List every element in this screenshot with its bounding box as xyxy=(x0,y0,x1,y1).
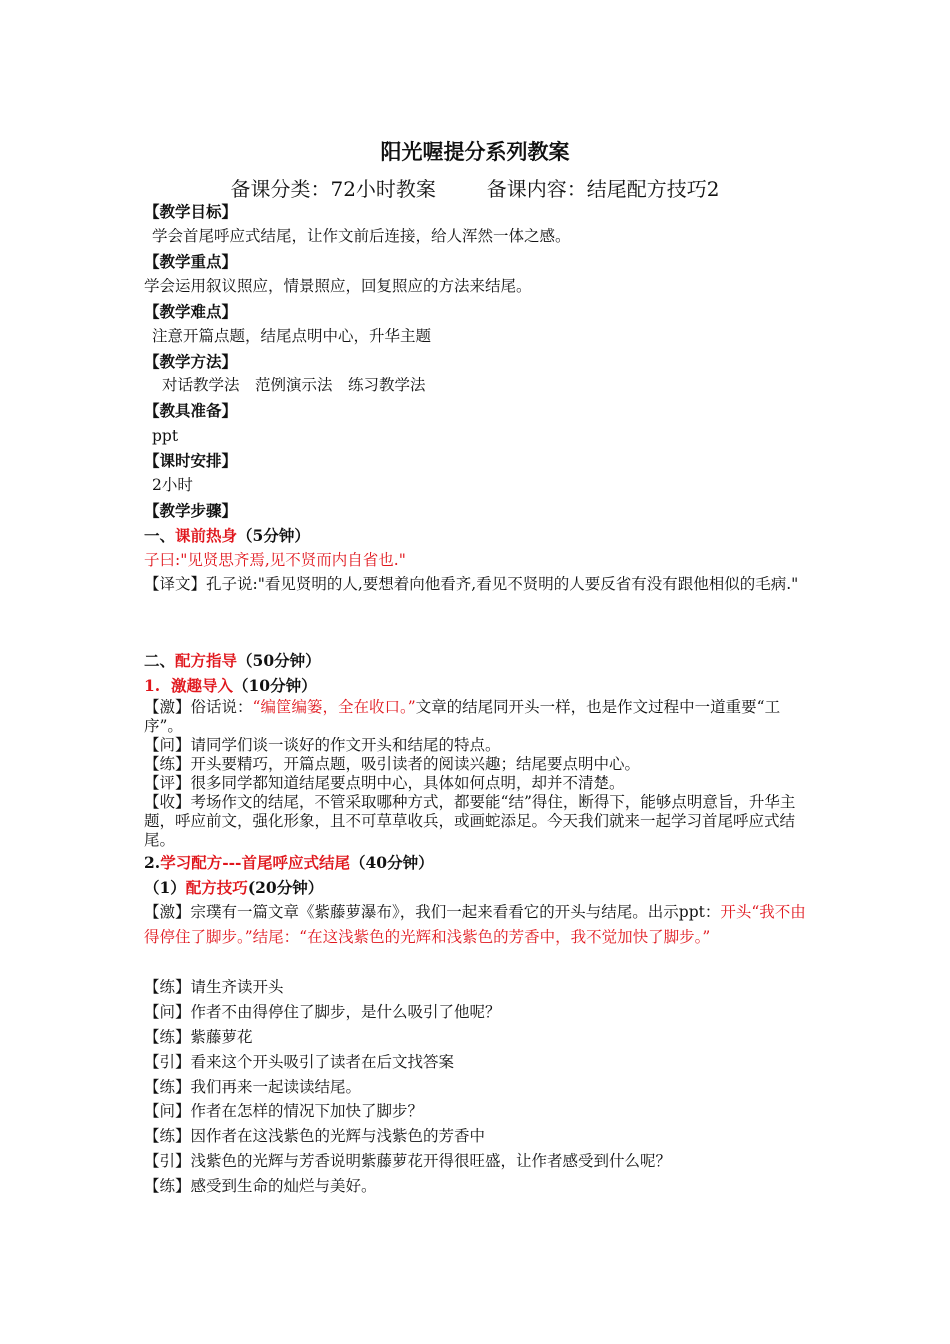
dialog-line xyxy=(144,1025,810,1050)
dialog-line xyxy=(144,1124,810,1149)
sub2-number: 2. xyxy=(144,853,161,872)
document-subtitle xyxy=(0,173,950,202)
step2-title: 配方指导 xyxy=(175,651,238,670)
goal-text: 学会首尾呼应式结尾，让作文前后连接，给人浑然一体之感。 xyxy=(152,227,571,245)
step2-heading xyxy=(144,648,810,673)
sub2-heading xyxy=(144,850,810,875)
goal-heading: 【教学目标】 xyxy=(144,202,238,221)
step1-time: （5分钟） xyxy=(237,526,310,545)
dialog-line xyxy=(144,1075,810,1100)
key-heading: 【教学重点】 xyxy=(144,252,238,271)
wen-text: 请同学们谈一谈好的作文开头和结尾的特点。 xyxy=(190,736,501,754)
translation-text: 孔子说:"看见贤明的人,要想着向他看齐,看见不贤明的人要反省有没有跟他相似的毛病." xyxy=(206,575,799,593)
sub1-heading xyxy=(144,673,810,698)
dialog-text: 我们再来一起读读结尾。 xyxy=(190,1078,362,1096)
step1-heading xyxy=(144,523,810,548)
dialog-text: 看来这个开头吸引了读者在后文找答案 xyxy=(190,1053,455,1071)
dialog-text: 因作者在这浅紫色的光辉与浅紫色的芳香中 xyxy=(190,1127,486,1145)
ji-paragraph xyxy=(144,698,810,736)
subtitle-category: 备课分类：72小时教案 xyxy=(230,177,436,201)
dialog-line xyxy=(144,1000,810,1025)
dialog-text: 浅紫色的光辉与芳香说明紫藤萝花开得很旺盛，让作者感受到什么呢？ xyxy=(190,1152,672,1170)
lian-tag: 【练】 xyxy=(144,755,191,773)
lian-line xyxy=(144,755,810,774)
steps-heading: 【教学步骤】 xyxy=(144,501,238,520)
ping-tag: 【评】 xyxy=(144,774,191,792)
sub3-heading xyxy=(144,875,810,900)
tools-text: ppt xyxy=(152,427,179,445)
dialog-tag: 【问】 xyxy=(144,1102,191,1120)
wen-tag: 【问】 xyxy=(144,736,191,754)
hours-heading: 【课时安排】 xyxy=(144,451,238,470)
wen-line xyxy=(144,736,810,755)
sub1-time: （10分钟） xyxy=(233,676,317,695)
dialog-line xyxy=(144,975,810,1000)
ji-pre: 俗话说： xyxy=(190,698,253,716)
ji2-paragraph xyxy=(144,900,810,950)
step1-translation xyxy=(144,572,810,597)
dialog-tag: 【练】 xyxy=(144,1177,191,1195)
sub2-time: （40分钟） xyxy=(350,853,434,872)
shou-paragraph xyxy=(144,793,810,850)
dialog-tag: 【引】 xyxy=(144,1053,191,1071)
translation-tag: 【译文】 xyxy=(144,575,207,593)
difficulty-heading: 【教学难点】 xyxy=(144,302,238,321)
step2-time: （50分钟） xyxy=(237,651,321,670)
dialog-line xyxy=(144,1050,810,1075)
ji2-tag: 【激】 xyxy=(144,903,191,921)
sub1-title: 激趣导入 xyxy=(170,676,233,695)
sub2-title: 学习配方---首尾呼应式结尾 xyxy=(160,853,350,872)
dialog-line xyxy=(144,1174,810,1199)
dialog-text: 紫藤萝花 xyxy=(190,1028,253,1046)
difficulty-text: 注意开篇点题，结尾点明中心，升华主题 xyxy=(152,327,432,345)
dialog-tag: 【练】 xyxy=(144,1078,191,1096)
sub3-time: (20分钟） xyxy=(247,878,324,897)
ji2-pre: 宗璞有一篇文章《紫藤萝瀑布》，我们一起来看看它的开头与结尾。出示ppt： xyxy=(190,903,721,921)
ji-tag: 【激】 xyxy=(144,698,191,716)
method-heading: 【教学方法】 xyxy=(144,352,238,371)
method-text: 对话教学法 范例演示法 练习教学法 xyxy=(162,376,426,394)
dialog-tag: 【问】 xyxy=(144,1003,191,1021)
ping-text: 很多同学都知道结尾要点明中心，具体如何点明，却并不清楚。 xyxy=(190,774,625,792)
sub1-number: 1. xyxy=(144,676,161,695)
step1-number: 一、 xyxy=(144,526,176,545)
dialog-tag: 【引】 xyxy=(144,1152,191,1170)
document-title: 阳光喔提分系列教案 xyxy=(380,140,570,164)
ji2-red-text: 开头“我不由得停住了脚步。”结尾：“在这浅紫色的光辉和浅紫色的芳香中，我不觉加快了脚步。” xyxy=(144,903,806,946)
subtitle-content: 备课内容：结尾配方技巧2 xyxy=(486,177,720,201)
shou-tag: 【收】 xyxy=(144,793,191,811)
dialog-text: 感受到生命的灿烂与美好。 xyxy=(190,1177,377,1195)
tools-heading: 【教具准备】 xyxy=(144,401,238,420)
hours-text: 2小时 xyxy=(152,476,193,494)
ji-rest: 文章的结尾同开头一样，也是作文过程中一道重要“工序”。 xyxy=(144,698,781,735)
dialog-line xyxy=(144,1149,810,1174)
dialog-text: 请生齐读开头 xyxy=(190,978,284,996)
sub3-title: 配方技巧 xyxy=(185,878,248,897)
dialog-text: 作者在怎样的情况下加快了脚步？ xyxy=(190,1102,424,1120)
step1-quote: 子曰:"见贤思齐焉,见不贤而内自省也." xyxy=(144,551,406,569)
dialog-line xyxy=(144,1099,810,1124)
sub3-number: （1） xyxy=(144,878,186,897)
dialog-text: 作者不由得停住了脚步，是什么吸引了他呢？ xyxy=(190,1003,501,1021)
ji-quote: “编筐编篓，全在收口。” xyxy=(252,698,416,716)
step2-number: 二、 xyxy=(144,651,176,670)
dialog-tag: 【练】 xyxy=(144,1127,191,1145)
lian-text: 开头要精巧，开篇点题，吸引读者的阅读兴趣；结尾要点明中心。 xyxy=(190,755,641,773)
dialog-tag: 【练】 xyxy=(144,978,191,996)
key-text: 学会运用叙议照应，情景照应，回复照应的方法来结尾。 xyxy=(144,277,532,295)
ping-line xyxy=(144,774,810,793)
shou-text: 考场作文的结尾，不管采取哪种方式，都要能“结”得住，断得下，能够点明意旨，升华主题，呼应前文，强化形象，且不可草草收兵，或画蛇添足。今天我们就来一起学习首尾呼应式结尾。 xyxy=(144,793,796,849)
step1-title: 课前热身 xyxy=(175,526,238,545)
dialog-tag: 【练】 xyxy=(144,1028,191,1046)
